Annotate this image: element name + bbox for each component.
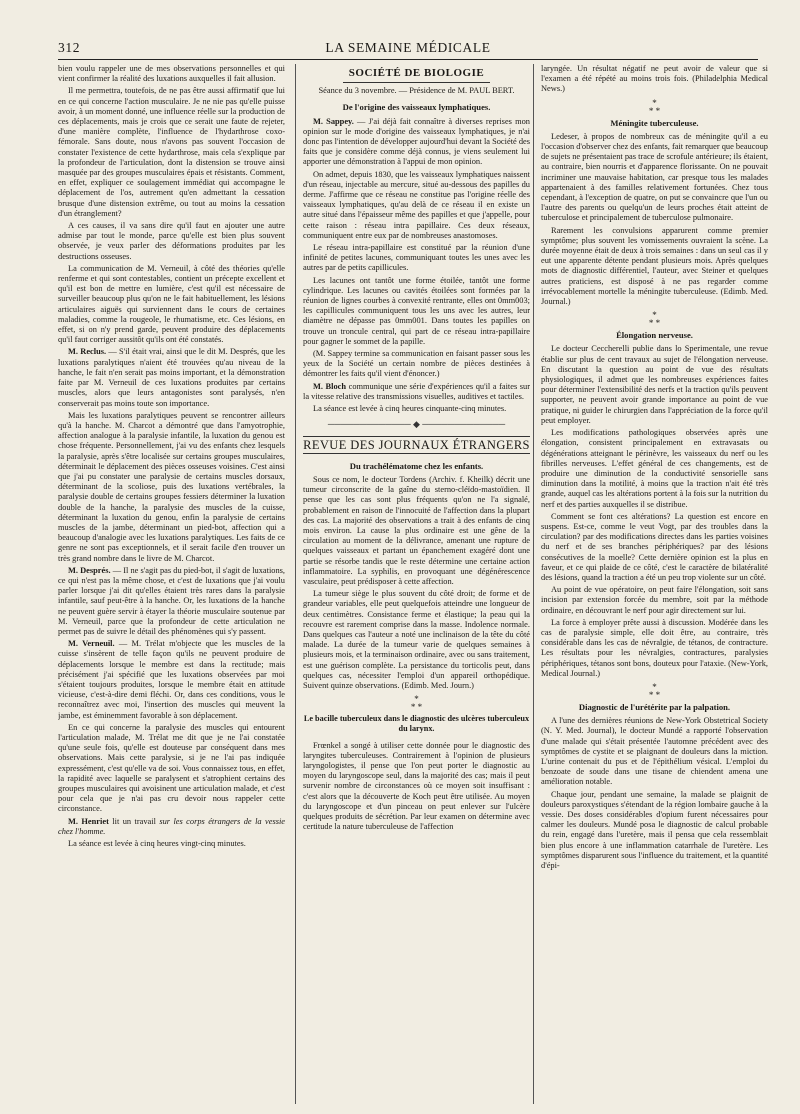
speech-text: — Il ne s'agit pas du pied-bot, il s'agit de luxations, ce qui n'est pas la même chose, et c'est de luxations que j'ai voulu parler lorsque j'ai dit qu'elles étaient très rares dans la paralysie infantile, sauf peut-être à la hanche. Or, les luxations de la hanche ne peuvent guère servir à étayer la théorie musculaire soutenue par M. Verneuil, parce que la profondeur de cette articulation ne permet pas de suivre le détail des phénomènes qui s'y passent. (58, 565, 285, 636)
speaker-name: M. Reclus. (68, 347, 107, 357)
speaker-name: M. Després. (68, 565, 111, 575)
speech-text: lit un travail (108, 816, 160, 826)
paragraph (303, 382, 530, 402)
paragraph: A ces causes, il va sans dire qu'il faut en ajouter une autre admise par tout le monde, parce qu'elle est bien plus souvent observée, je veux parler des déformations produites par les destructions osseuses. (58, 221, 285, 261)
paragraph: Les lacunes ont tantôt une forme étoilée, tantôt une forme cylindrique. Les lacunes ou cavités étoilées sont formées par la réunion de lignes courbes à convexité rentrante, elles ont 0mm003; les capillicules communiquent tous les uns avec les autres, leur diamètre ne dépasse pas 0mm001. Dans toutes les papilles on trouve un troncule central, qui part de ce réseau intra-papillaire pour gagner le sommet de la papille. (303, 275, 530, 346)
paragraph: Comment se font ces altérations? La question est encore en suspens. Est-ce, comme le veut Vogt, par des troubles dans la circulation? par des modifications directes dans les parties voisines du nerf et de ses branches périphériques? par des lésions consécutives de la moelle? Cette dernière opinion est la plus en faveur, et ce qui plaide de ce côté, c'est le caractère de bilatéralité des lésions, quand la traction a été un peu trop violente sur un côté. (541, 511, 768, 582)
paragraph: (M. Sappey termine sa communication en faisant passer sous les yeux de la Société un certain nombre de pièces destinées à démontrer les faits qu'il vient d'énoncer.) (303, 349, 530, 379)
section-rule (343, 82, 490, 83)
paragraph: Ledeser, à propos de nombreux cas de méningite qu'il a eu l'occasion d'observer chez des enfants, fait remarquer que beaucoup de sujets ne présentaient pas trace de scrofule antérieure; ils étaient, au contraire, bien nourris et d'apparence florissante. On ne pouvait incriminer une mauvaise habitation, car presque tous les malades appartenaient à des familles relativement fortunées. Chez tous cependant, à l'exception de quatre, on put se convaincre que l'un ou l'autre des parents ou quelqu'un de leurs proches était atteint de tuberculose et principalement de tuberculose pulmonaire. (541, 131, 768, 223)
revue-title: REVUE DES JOURNAUX ÉTRANGERS (303, 436, 530, 454)
paragraph: laryngée. Un résultat négatif ne peut avoir de valeur que si l'examen a été répété au moins trois fois. (Philadelphia Medical News.) (541, 64, 768, 94)
paragraph: La communication de M. Verneuil, à côté des théories qu'elle renferme et qui sont contestables, contient un précepte excellent et qu'il est bon de mettre en lumière, c'est qu'il est nécessaire de surveiller beaucoup plus qu'on ne le fait habituellement, les lésions articulaires aiguës qui surviennent dans le cours de certaines maladies, comme la rougeole, le rhumatisme, etc. Ces lésions, en effet, si on n'y prend garde, peuvent produire des déplacements qu'il faut corriger aussitôt qu'ils ont été constatés. (58, 263, 285, 345)
paragraph: Les modifications pathologiques observées après une élongation, consistent principalement en extravasats ou dégénérations atteignant le périnèvre, les vaisseaux du nerf ou les fibrilles nerveuses. L'effet général de ces changements, est de produire une diminution de la conductivité sensorielle sans diminution dans la motilité, à moins que la traction n'ait été très grande, auquel cas les altérations portent à la fois sur la nutrition du nerf et des parties auxquelles il se distribue. (541, 428, 768, 509)
paragraph (58, 566, 285, 637)
paragraph: On admet, depuis 1830, que les vaisseaux lymphatiques naissent d'un réseau, injectable au mercure, situé au-dessous des papilles du derme. J'affirme que ce réseau ne constitue pas l'origine réelle des vaisseaux lymphatiques, qu'au delà de ce réseau il en existe un autre situé dans l'épaisseur même des papilles et que j'appelle, pour cette raison : réseau intra papillaire. Ces deux réseaux, communiquent entre eux par de nombreuses anastomoses. (303, 169, 530, 240)
speaker-name: M. Henriet (68, 816, 109, 826)
paragraph (58, 817, 285, 837)
section-title: SOCIÉTÉ DE BIOLOGIE (348, 67, 485, 79)
page-header (58, 40, 758, 62)
column-divider (295, 64, 296, 1104)
paragraph (58, 347, 285, 408)
paragraph: La séance est levée à cinq heures cinquante-cinq minutes. (313, 404, 507, 414)
paragraph: Il me permettra, toutefois, de ne pas être aussi affirmatif que lui en ce qui concerne l'action musculaire. Je ne nie pas qu'elle puisse avoir, à un moment donné, une influence réelle sur la production de ces déplacements, mais je crois que ce serait une faute de rejeter, d'une manière complète, l'influence de l'hydarthrose coxo-fémorale. Sans doute, nous n'avons pas souvent l'occasion de constater l'existence de cette hydarthrose, mais cela s'explique par la profondeur de l'articulation, dont la distension se trouve ainsi masquée par des groupes musculaires épais et résistants. Comment, en effet, expliquer ce soulagement immédiat qui accompagne le déplacement de l'os, autrement qu'en admettant la cessation brusque d'une distension extrême, ou tout au moins la cessation d'un étranglement? (58, 86, 285, 218)
paragraph: La tumeur siège le plus souvent du côté droit; de forme et de grandeur variables, elle peut quelquefois atteindre une longueur de deux centimètres. Consistance ferme et élastique; la peau qui la recouvre est rarement comprise dans la masse. Indolence normale. Dans quelques cas l'auteur a noté une inclinaison de la tête du côté malade. La durée de la tumeur varie de quelques semaines à plusieurs mois, et la terminaison ordinaire, avec ou sans traitement, est une guérison complète. La persistance du torticolis peut, dans quelques cas, nécessiter l'emploi d'un appareil orthopédique. Suivent quinze observations. (Edimb. Med. Journ.) (303, 589, 530, 690)
speaker-name: M. Sappey. (313, 116, 354, 126)
speech-text: — M. Trélat m'objecte que les muscles de la cuisse s'insèrent de telle façon qu'ils ne peuvent produire de déplacements lorsque le membre est dans la rectitude; mais précisément j'ai spécifié que les luxations observées par moi s'étaient toujours produites, lorsque le membre était en attitude vicieuse, c'est-à-dire demi fléchi. Or, dans ces conditions, vous le reconnaîtrez avec moi, l'insertion des muscles qui meuvent la jambe, est éminemment favorable à son déplacement. (58, 639, 285, 720)
paragraph: Rarement les convulsions apparurent comme premier symptôme; plus souvent les vomissements ouvraient la scène. La durée moyenne était de deux à trois semaines : dans un seul cas il y eut une apparente détente pendant plusieurs mois. Après quelques mots de diagnostic différentiel, l'auteur, avec Steiner et quelques autres praticiens, est disposé à ne pas regarder comme irrévocablement mortelle la méningite tuberculeuse. (Edimb. Med. Journal.) (541, 225, 768, 307)
speaker-name: M. Verneuil. (68, 639, 115, 649)
article-title: Du trachélématome chez les enfants. (349, 460, 484, 471)
column-divider (533, 64, 534, 1104)
paragraph: Le réseau intra-papillaire est constitué par la réunion d'une infinité de petites lacunes, communiquant toutes les unes avec les autres par de petits capillicules. (303, 243, 530, 273)
paragraph: La force à employer prête aussi à discussion. Modérée dans les cas de paralysie simple, elle doit être, au contraire, très considérable dans les cas de névralgie, de tétanos, de contracture. Les résultats pour les névralgies, contractures, paralysies périphériques, tétanos sont bons, douteux pour l'ataxie. (New-York, Medical Journal.) (541, 617, 768, 678)
asterism: * * * (648, 310, 661, 329)
page-number: 312 (58, 40, 81, 55)
article-title: Élongation nerveuse. (616, 330, 693, 341)
paragraph (58, 639, 285, 721)
paragraph: bien voulu rappeler une de mes observations personnelles et qui vient confirmer la réalité des luxations auxquelles il fait allusion. (58, 64, 285, 84)
paragraph: En ce qui concerne la paralysie des muscles qui entourent l'articulation malade, M. Trélat me dit que je ne l'ai constatée qu'une seule fois, qu'elle est douteuse par conséquent dans mes observations. Mais cette paralysie, si je ne l'ai pas indiquée expressément, c'est qu'elle va de soi. Vous connaissez tous, en effet, la rapidité avec laquelle se paralysent et s'atrophient certains des groupes musculaires qui avoisinent une articulation malade, et c'est pour cela que je n'ai pas cru devoir nous rappeler cette circonstance. (58, 722, 285, 814)
session-line: Séance du 3 novembre. — Présidence de M. PAUL BERT. (318, 86, 515, 96)
speaker-name: M. Bloch (313, 381, 347, 391)
article-title: Méningite tuberculeuse. (610, 117, 699, 128)
work-title: sur les corps étrangers de la vessie chez l'homme. (58, 816, 285, 836)
column-right (541, 64, 768, 1104)
paragraph (303, 117, 530, 168)
journal-title: LA SEMAINE MÉDICALE (325, 40, 491, 55)
column-left (58, 64, 285, 1104)
paragraph: La séance est levée à cinq heures vingt-cinq minutes. (68, 839, 246, 849)
asterism: * * * (410, 694, 423, 713)
paragraph: Le docteur Ceccherelli publie dans lo Sperimentale, une revue établie sur plus de cent travaux au sujet de l'élongation nerveuse. En discutant la question au point de vue des résultats physiologiques, il admet que les nombreuses expériences faites pour déterminer l'extensibilité des nerfs et la traction qu'ils peuvent supporter, ne peuvent avoir grande importance au point de vue pratique, ni guider le chirurgien dans l'appréciation de la force qu'il peut employer. (541, 344, 768, 425)
paragraph: Sous ce nom, le docteur Tordens (Archiv. f. Kheilk) décrit une tumeur circonscrite de la gaîne du sterno-cléïdo-mastoïdien. Il pense que les cas sont plus fréquents qu'on ne l'a signalé, probablement en raison de l'innocuité de l'affection dans la plupart des cas. La majorité des observations a trait à des enfants de cinq mois environ. La cause la plus ordinaire est une gêne de la circulation au moment de la délivrance, amenant une rupture de quelques vaisseaux et partant un épanchement exagéré dont une partie se résorbe tandis que le reste détermine une certaine action inflammatoire. La syphilis, en provoquant une dégénérescence vasculaire, peut prédisposer à cette affection. (303, 474, 530, 586)
speech-text: — S'il était vrai, ainsi que le dit M. Després, que les luxations paralytiques n'aient été trouvées qu'au niveau de la hanche, le fait n'en serait pas moins important, et la démonstration faite par M. Verneuil de ces luxations produites par certains muscles, alors que leurs antagonistes sont paralysés, n'en conserverait pas moins toute son importance. (58, 347, 285, 408)
asterism: * * * (648, 97, 661, 116)
asterism: * * * (648, 681, 661, 700)
paragraph: Au point de vue opératoire, on peut faire l'élongation, soit sans incision par extension forcée du membre, soit par la méthode ordinaire, en découvrant le nerf pour agir directement sur lui. (541, 585, 768, 615)
article-title: Diagnostic de l'urétérite par la palpation. (578, 701, 731, 712)
speech-text: — J'ai déjà fait connaître à diverses reprises mon opinion sur le mode d'origine des vaisseaux lymphatiques, je n'ai donc pas l'intention de développer aujourd'hui devant la Société des faits que je considère comme déjà connus, je viens seulement lui apporter une démonstration à l'appui de mon opinion. (303, 116, 530, 167)
paragraph: Chaque jour, pendant une semaine, la malade se plaignit de douleurs paroxystiques s'étendant de la région lombaire gauche à la vessie. Des doses considérables d'opium furent nécessaires pour calmer les douleurs. Mundé posa le diagnostic de calcul probable du rein, engagé dans l'uretère, mais il pensa que cela ressemblait bien plus encore à une inflammation catarrhale de l'uretère. Les symptômes disparurent sous l'influence du traitement, et la quantité d'épi- (541, 789, 768, 871)
speech-text: communique une série d'expériences qu'il a faites sur la vitesse relative des transmissions visuelles, auditives et tactiles. (303, 381, 530, 401)
header-rule (58, 59, 758, 60)
column-middle (303, 64, 530, 1104)
article-title: De l'origine des vaisseaux lymphatiques. (342, 102, 491, 113)
paragraph: A l'une des dernières réunions de New-York Obstetrical Society (N. Y. Med. Journal), le docteur Mundé a rapporté l'observation d'une malade qui s'était présentée l'automne précédent avec des symptômes de cystite et se plaignant de douleurs dans la miction. L'urine contenait du pus et de l'épithélium vésical. L'emploi du benzoate de soude dans une tisane de chiendent amena une amélioration notable. (541, 716, 768, 787)
paragraph: Frœnkel a songé à utiliser cette donnée pour le diagnostic des laryngites tuberculeuses. Contrairement à l'opinion de plusieurs laryngologistes, il pense que l'on peut porter le diagnostic au moyen du laryngoscope seul, dans la majorité des cas; mais il peut survenir nombre de circonstances où ce moyen soit insuffisant : c'est alors que la découverte de Koch peut être utilisée. Au moyen du laryngoscope et d'un pinceau on peut enlever sur l'ulcère quelques produits de sécrétion. Par leur examen on détermine avec certitude la nature tuberculeuse de l'affection (303, 740, 530, 832)
ornament-rule: ───────────── ◆ ───────────── (327, 419, 506, 430)
paragraph: Mais les luxations paralytiques peuvent se rencontrer ailleurs qu'à la hanche. M. Charcot a démontré que dans l'amyotrophie, affection analogue à la paralysie infantile, la luxation du genou est chose fréquente. Personnellement, j'ai vu des enfants chez lesquels la paralysie, après s'être localisée sur certains groupes musculaires, déterminait le déplacement des pièces osseuses voisines. C'est ainsi que j'ai pu constater une paralysie de certains muscles dorsaux, déterminant de la scoliose, puis des luxations vertébrales, la paralysie double de certains groupes fessiers déterminer la luxation double de la hanche, la paralysie des muscles de la cuisse, déterminant la luxation du genou, enfin la paralysie de certains muscles de la jambe, déterminant un pied-bot, affection qui a beaucoup d'analogie avec les luxations paralytiques. Les faits de ce genre ne sont pas exceptionnels, et il serait facile d'en trouver un très grand nombre dans le livre de M. Charcot. (58, 410, 285, 563)
article-title: Le bacille tuberculeux dans le diagnostic des ulcères tuberculeux du larynx. (303, 714, 530, 734)
